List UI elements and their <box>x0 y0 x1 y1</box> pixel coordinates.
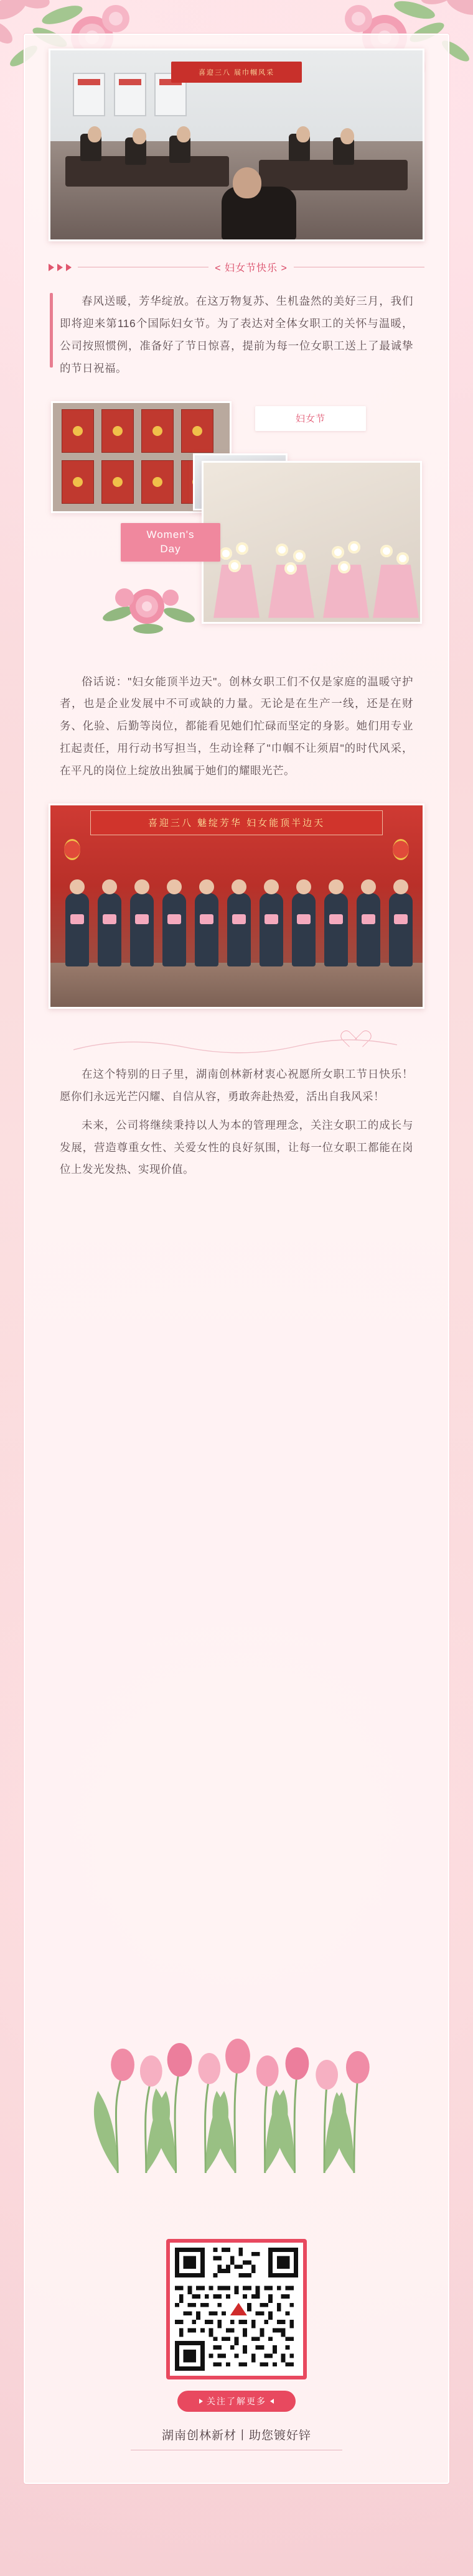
person <box>260 893 283 966</box>
tag-womens-day-en <box>121 523 220 562</box>
attendee <box>133 128 146 144</box>
tulip-illustration <box>25 1986 448 2173</box>
wall-board <box>114 73 146 116</box>
qr-code <box>175 2248 298 2371</box>
person <box>98 893 121 966</box>
chair <box>222 187 296 240</box>
paragraph-block-1 <box>60 290 413 380</box>
section-divider <box>49 260 424 274</box>
wall-board <box>73 73 105 116</box>
attendee <box>340 128 354 144</box>
article-card <box>24 34 449 2484</box>
person <box>195 893 218 966</box>
qr-code-container[interactable] <box>166 2239 307 2379</box>
triangle-ornament-icon <box>49 264 72 271</box>
follow-button[interactable] <box>177 2391 296 2412</box>
ground <box>50 963 423 1007</box>
paragraph-block-3 <box>60 1063 413 1181</box>
paragraph-block-2 <box>60 671 413 782</box>
attendee-foreground <box>233 167 261 198</box>
person <box>292 893 316 966</box>
group-celebration-photo <box>49 804 424 1009</box>
caret-right-icon <box>270 2399 274 2404</box>
person <box>227 893 251 966</box>
tag-womens-day-cn: 妇女节 <box>255 406 366 431</box>
paragraph-4: 未来，公司将继续秉持以人为本的管理理念，关注女职工的成长与发展，营造尊重女性、关爱女性的良好氛围，让每一位女职工都能在岗位上发光发热、实现价值。 <box>60 1118 413 1176</box>
lantern-icon <box>393 839 409 860</box>
flower-bouquets-photo <box>202 461 422 624</box>
lantern-icon <box>64 839 80 860</box>
person <box>65 893 89 966</box>
follow-button-label: 关注了解更多 <box>207 2396 266 2406</box>
person <box>324 893 348 966</box>
person <box>389 893 413 966</box>
hero-banner-text: 喜迎三八 展巾帼风采 <box>171 62 302 83</box>
attendee <box>88 126 101 142</box>
company-footer-text: 湖南创林新材丨助您镀好锌 <box>161 2429 311 2442</box>
person <box>162 893 186 966</box>
section-title: < 妇女节快乐 > <box>215 263 288 274</box>
heart-divider <box>49 1020 424 1057</box>
paragraph-1: 春风送暖，芳华绽放。在这万物复苏、生机盎然的美好三月，我们即将迎来第116个国际妇女节。为了表达对全体女职工的关怀与温暖，公司按照惯例，准备好了节日惊喜，提前为每一位女职工送上了最诚挚的节日祝福。 <box>60 295 413 374</box>
tag-en-line-1: Women's <box>146 529 195 541</box>
paragraph-2: 俗话说："妇女能顶半边天"。创林女职工们不仅是家庭的温暖守护者，也是企业发展中不可或缺的力量。无论是在生产一线，还是在财务、化验、后勤等岗位，都能看见她们忙碌而坚定的身影。她们用专业扛起责任，用行动书写担当，生动诠释了"巾帼不让须眉"的时代风采，在平凡的岗位上绽放出独属于她们的耀眼光芒。 <box>60 675 413 777</box>
attendee <box>177 126 190 142</box>
photo-collage <box>49 401 424 650</box>
wave-line <box>73 1039 397 1054</box>
meeting-room-photo <box>49 49 424 241</box>
tag-en-line-2: Day <box>160 542 181 555</box>
attendee <box>296 126 310 142</box>
rose-decoration-icon <box>102 579 195 636</box>
paragraph-3: 在这个特别的日子里，湖南创林新材衷心祝愿所女职工节日快乐！愿你们永远光芒闪耀、自信从容，勇敢奔赴热爱，活出自我风采！ <box>60 1067 413 1103</box>
person <box>357 893 380 966</box>
person <box>130 893 154 966</box>
quote-accent-bar <box>50 293 53 368</box>
caret-right-icon <box>199 2399 203 2404</box>
group-photo-banner: 喜迎三八 魅绽芳华 妇女能顶半边天 <box>90 810 383 835</box>
